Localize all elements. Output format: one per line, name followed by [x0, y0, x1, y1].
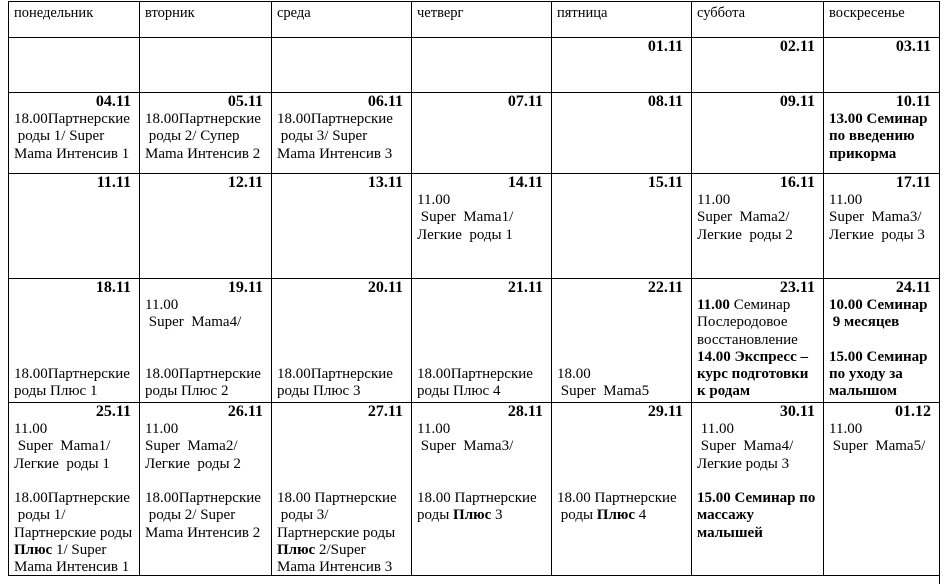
event-text: Легкие роды 3 — [829, 226, 925, 243]
day-cell-tuesday — [140, 403, 272, 576]
event-line — [277, 559, 403, 576]
event-line — [277, 542, 403, 559]
day-date: 08.11 — [647, 93, 683, 110]
event-line — [829, 128, 931, 145]
event-line — [697, 297, 815, 314]
event-line — [697, 456, 815, 473]
event-text: по уходу за — [829, 366, 903, 383]
event-text: 11.00 — [697, 421, 734, 437]
event-text: Легкие роды 3 — [697, 455, 790, 472]
event-text: Super Mama3/ — [829, 209, 922, 226]
event-text: 18.00Партнерские — [417, 366, 533, 383]
event-text: 18.00Партнерские — [277, 366, 393, 383]
day-cell-saturday — [692, 93, 824, 174]
event-line — [829, 421, 931, 438]
event-text: Super Mama3/ — [417, 438, 514, 455]
day-date: 24.11 — [895, 279, 931, 296]
day-date: 21.11 — [507, 279, 543, 296]
weekday-header-thursday: четверг — [412, 2, 552, 38]
day-cell-sunday — [824, 174, 940, 279]
event-line — [417, 507, 543, 524]
blank-line — [14, 297, 131, 314]
event-line — [145, 421, 263, 438]
day-cell-thursday — [412, 38, 552, 93]
event-line — [829, 209, 931, 226]
blank-line — [417, 314, 543, 331]
weekday-header-friday: пятница — [552, 2, 692, 38]
day-cell-thursday — [412, 403, 552, 576]
event-text: 11.00 — [697, 297, 730, 313]
event-line — [417, 227, 543, 244]
event-text: 18.00 Партнерские — [557, 490, 677, 507]
event-text: Легкие роды 2 — [697, 226, 793, 243]
event-text: роды 3/ — [277, 507, 329, 524]
event-line — [417, 383, 543, 400]
day-date: 13.11 — [367, 174, 403, 191]
day-cell-sunday — [824, 93, 940, 174]
event-text: 18.00Партнерские — [14, 111, 130, 127]
event-text: 13.00 Семинар — [829, 111, 928, 127]
event-text: 4 — [634, 507, 647, 524]
event-text: Mama Интенсив 2 — [145, 524, 261, 541]
day-cell-tuesday — [140, 38, 272, 93]
event-line — [277, 366, 403, 383]
event-text: Super Mama1/ — [14, 438, 111, 455]
day-cell-sunday — [824, 403, 940, 576]
event-text: Mama Интенсив 3 — [277, 145, 393, 162]
event-text: 18.00Партнерские — [14, 490, 130, 507]
event-line — [417, 438, 543, 455]
blank-line — [277, 473, 403, 490]
event-line — [417, 209, 543, 226]
event-text: Super Mama4/ — [697, 438, 794, 455]
event-line — [145, 111, 263, 128]
blank-line — [557, 349, 683, 366]
event-line — [145, 297, 263, 314]
blank-line — [145, 332, 263, 349]
day-cell-friday — [552, 174, 692, 279]
event-line — [277, 111, 403, 128]
event-text: 18.00 Партнерские — [417, 490, 537, 507]
event-line — [145, 438, 263, 455]
event-line — [697, 332, 815, 349]
event-text: роды 3/ Super — [277, 128, 368, 145]
day-date: 17.11 — [895, 174, 931, 191]
weekday-header-saturday: суббота — [692, 2, 824, 38]
event-line — [829, 111, 931, 128]
day-cell-saturday — [692, 38, 824, 93]
blank-line — [145, 349, 263, 366]
blank-line — [557, 421, 683, 438]
event-line — [557, 507, 683, 524]
event-text: 18.00 — [557, 366, 591, 383]
blank-line — [277, 349, 403, 366]
day-cell-saturday — [692, 279, 824, 403]
day-cell-sunday — [824, 279, 940, 403]
event-text: Партнерские роды — [14, 524, 133, 541]
weekday-header-tuesday: вторник — [140, 2, 272, 38]
event-line — [14, 421, 131, 438]
day-cell-sunday — [824, 38, 940, 93]
event-line — [14, 438, 131, 455]
event-text: 9 месяцев — [829, 314, 900, 331]
blank-line — [277, 438, 403, 455]
event-line — [14, 383, 131, 400]
event-line — [829, 383, 931, 400]
event-line — [145, 507, 263, 524]
event-line — [697, 383, 815, 400]
blank-line — [277, 421, 403, 438]
day-cell-saturday — [692, 403, 824, 576]
event-text: 11.00 — [145, 297, 179, 313]
weekday-header-wednesday: среда — [272, 2, 412, 38]
day-cell-tuesday — [140, 174, 272, 279]
event-text: Super Mama4/ — [145, 314, 242, 331]
event-line — [14, 111, 131, 128]
event-text: роды 2/ Super — [145, 507, 236, 524]
event-line — [14, 146, 131, 163]
blank-line — [557, 314, 683, 331]
day-date: 01.11 — [647, 38, 683, 55]
day-cell-wednesday — [272, 279, 412, 403]
event-line — [14, 128, 131, 145]
event-line — [829, 227, 931, 244]
event-text: 3 — [491, 507, 503, 524]
event-line — [557, 490, 683, 507]
day-cell-tuesday — [140, 93, 272, 174]
weekday-header-sunday: воскресенье — [824, 2, 940, 38]
day-cell-friday — [552, 93, 692, 174]
day-date: 27.11 — [367, 403, 403, 420]
event-line — [14, 366, 131, 383]
day-date: 02.11 — [779, 38, 815, 55]
day-cell-monday — [9, 279, 140, 403]
day-cell-saturday — [692, 174, 824, 279]
event-line — [697, 192, 815, 209]
day-date: 01.12 — [895, 403, 931, 420]
day-cell-friday — [552, 403, 692, 576]
event-text: 10.00 Семинар — [829, 297, 928, 313]
day-date: 14.11 — [507, 174, 543, 191]
event-text: Super Mama1/ — [417, 209, 514, 226]
day-cell-thursday — [412, 93, 552, 174]
event-line — [697, 366, 815, 383]
event-line — [417, 366, 543, 383]
event-text: роды 1/ — [14, 507, 66, 524]
day-cell-tuesday — [140, 279, 272, 403]
blank-line — [14, 473, 131, 490]
blank-line — [417, 297, 543, 314]
day-cell-friday — [552, 279, 692, 403]
event-text: Mama Интенсив 2 — [145, 145, 261, 162]
event-text: 1/ Super — [52, 542, 107, 559]
blank-line — [14, 314, 131, 331]
blank-line — [417, 349, 543, 366]
event-line — [417, 421, 543, 438]
event-line — [14, 490, 131, 507]
event-text: Партнерские роды — [277, 524, 396, 541]
day-date: 07.11 — [507, 93, 543, 110]
event-line — [145, 366, 263, 383]
event-text: малышом — [829, 383, 897, 400]
event-line — [277, 383, 403, 400]
event-line — [829, 349, 931, 366]
event-text: восстановление — [697, 331, 798, 348]
blank-line — [277, 332, 403, 349]
day-date: 29.11 — [647, 403, 683, 420]
blank-line — [557, 456, 683, 473]
day-date: 20.11 — [367, 279, 403, 296]
event-text: Super Mama2/ — [697, 209, 790, 226]
day-cell-wednesday — [272, 174, 412, 279]
event-text: Super Mama5/ — [829, 438, 926, 455]
event-line — [145, 456, 263, 473]
event-line — [145, 128, 263, 145]
blank-line — [14, 332, 131, 349]
page-border-line — [939, 576, 940, 584]
day-date: 25.11 — [95, 403, 131, 420]
blank-line — [557, 332, 683, 349]
event-line — [277, 525, 403, 542]
event-text: 11.00 — [697, 192, 731, 208]
blank-line — [277, 297, 403, 314]
day-date: 15.11 — [647, 174, 683, 191]
event-text: массажу — [697, 507, 754, 524]
event-text: 18.00Партнерские — [145, 490, 261, 507]
day-cell-wednesday — [272, 38, 412, 93]
event-text: Легкие роды 1 — [417, 226, 513, 243]
event-line — [697, 421, 815, 438]
blank-line — [697, 473, 815, 490]
day-date: 28.11 — [507, 403, 543, 420]
day-date: 04.11 — [95, 93, 131, 110]
day-date: 30.11 — [779, 403, 815, 420]
event-text: 15.00 Семинар по — [697, 490, 816, 507]
event-text: Super Mama2/ — [145, 438, 238, 455]
event-line — [417, 192, 543, 209]
event-line — [697, 209, 815, 226]
event-text: роды Плюс 3 — [277, 383, 361, 400]
event-line — [14, 542, 131, 559]
event-line — [697, 507, 815, 524]
day-date: 18.11 — [95, 279, 131, 296]
blank-line — [277, 456, 403, 473]
event-line — [829, 297, 931, 314]
blank-line — [829, 332, 931, 349]
event-text: Плюс — [14, 542, 53, 559]
event-text: Послеродовое — [697, 314, 788, 331]
event-text: Mama Интенсив 1 — [14, 559, 130, 576]
event-line — [277, 128, 403, 145]
event-line — [277, 507, 403, 524]
event-line — [829, 314, 931, 331]
event-text: Легкие роды 2 — [145, 455, 241, 472]
event-text: 11.00 — [829, 192, 863, 208]
event-text: Mama Интенсив 3 — [277, 559, 393, 576]
day-cell-monday — [9, 403, 140, 576]
day-date: 11.11 — [96, 174, 131, 191]
event-text: малышей — [697, 524, 763, 541]
weekday-header-monday: понедельник — [9, 2, 140, 38]
event-line — [145, 525, 263, 542]
event-text: 18.00Партнерские — [277, 111, 393, 127]
event-line — [697, 490, 815, 507]
event-text: роды Плюс 1 — [14, 383, 98, 400]
event-line — [145, 490, 263, 507]
event-line — [697, 438, 815, 455]
event-line — [697, 227, 815, 244]
day-cell-friday — [552, 38, 692, 93]
event-line — [277, 146, 403, 163]
event-text: 11.00 — [417, 421, 451, 437]
event-text: Легкие роды 1 — [14, 455, 110, 472]
blank-line — [417, 456, 543, 473]
event-line — [145, 383, 263, 400]
event-line — [277, 490, 403, 507]
event-text: Super Mama5 — [557, 383, 650, 400]
blank-line — [417, 473, 543, 490]
day-date: 03.11 — [895, 38, 931, 55]
event-line — [14, 456, 131, 473]
event-line — [829, 366, 931, 383]
blank-line — [557, 438, 683, 455]
blank-line — [14, 349, 131, 366]
event-text: по введению — [829, 128, 915, 145]
event-line — [697, 314, 815, 331]
event-text: 14.00 Экспресс – — [697, 348, 808, 365]
event-text: 18.00 Партнерские — [277, 490, 397, 507]
day-cell-wednesday — [272, 403, 412, 576]
event-line — [145, 314, 263, 331]
event-line — [417, 490, 543, 507]
event-line — [829, 192, 931, 209]
day-date: 09.11 — [779, 93, 815, 110]
event-text: роды 1/ Super — [14, 128, 105, 145]
event-line — [557, 383, 683, 400]
event-text: 11.00 — [417, 192, 451, 208]
day-cell-monday — [9, 174, 140, 279]
event-line — [14, 525, 131, 542]
day-date: 26.11 — [227, 403, 263, 420]
event-text: 11.00 — [14, 421, 48, 437]
event-text: 15.00 Семинар — [829, 348, 928, 365]
day-date: 23.11 — [779, 279, 815, 296]
event-text: 2/Super — [315, 542, 366, 559]
blank-line — [557, 473, 683, 490]
event-line — [557, 366, 683, 383]
event-line — [14, 507, 131, 524]
event-line — [697, 525, 815, 542]
event-text: Плюс — [277, 542, 316, 559]
event-line — [829, 438, 931, 455]
day-date: 16.11 — [779, 174, 815, 191]
day-date: 19.11 — [227, 279, 263, 296]
event-text: 18.00Партнерские — [14, 366, 130, 383]
event-text: роды 2/ Супер — [145, 128, 240, 145]
blank-line — [557, 297, 683, 314]
blank-line — [277, 314, 403, 331]
day-date: 10.11 — [895, 93, 931, 110]
event-text: прикорма — [829, 145, 897, 162]
event-text: 11.00 — [829, 421, 863, 437]
calendar-table — [8, 1, 940, 576]
event-text: Семинар — [729, 297, 791, 313]
event-text: 11.00 — [145, 421, 179, 437]
event-line — [697, 349, 815, 366]
day-date: 12.11 — [227, 174, 263, 191]
event-line — [145, 146, 263, 163]
blank-line — [417, 332, 543, 349]
event-text: Mama Интенсив 1 — [14, 145, 130, 162]
blank-line — [145, 473, 263, 490]
event-text: роды Плюс 4 — [417, 383, 501, 400]
event-line — [829, 146, 931, 163]
event-text: роды — [417, 507, 454, 524]
day-date: 06.11 — [367, 93, 403, 110]
event-text: роды — [557, 507, 597, 524]
day-cell-monday — [9, 38, 140, 93]
day-cell-thursday — [412, 279, 552, 403]
event-text: 18.00Партнерские — [145, 366, 261, 383]
event-text: к родам — [697, 383, 751, 400]
day-cell-monday — [9, 93, 140, 174]
day-date: 05.11 — [227, 93, 263, 110]
event-text: роды Плюс 2 — [145, 383, 229, 400]
event-text: курс подготовки — [697, 366, 809, 383]
event-text: Плюс — [453, 507, 492, 524]
day-date: 22.11 — [647, 279, 683, 296]
event-line — [14, 559, 131, 576]
event-text: 18.00Партнерские — [145, 111, 261, 127]
day-cell-wednesday — [272, 93, 412, 174]
event-text: Плюс — [596, 507, 635, 524]
day-cell-thursday — [412, 174, 552, 279]
